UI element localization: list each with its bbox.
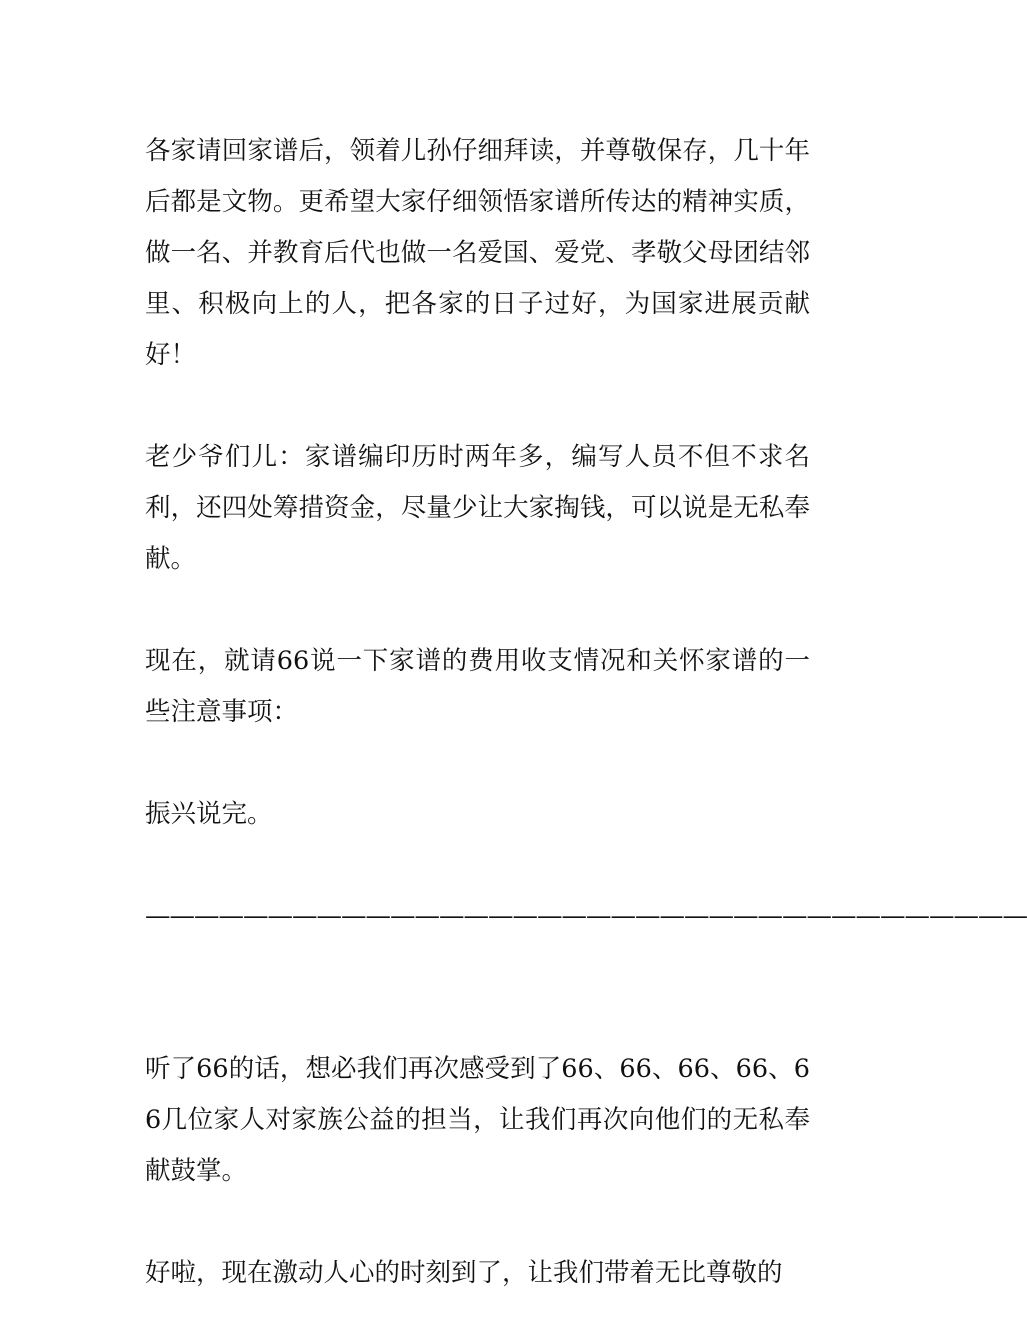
paragraph-2: 老少爷们儿：家谱编印历时两年多，编写人员不但不求名利，还四处筹措资金，尽量少让大家掏钱，可以说是无私奉献。 xyxy=(145,442,810,574)
paragraph-5: 听了66的话，想必我们再次感受到了66、66、66、66、66几位家人对家族公益的担当，让我们再次向他们的无私奉献鼓掌。 xyxy=(145,1054,810,1186)
paragraph-spacer xyxy=(145,585,810,636)
paragraph-spacer xyxy=(145,738,810,789)
paragraph-spacer xyxy=(145,1197,810,1248)
paragraph-6: 好啦，现在激动人心的时刻到了，让我们带着无比尊敬的 xyxy=(145,1258,783,1288)
paragraph-spacer xyxy=(145,840,810,891)
paragraph-4: 振兴说完。 xyxy=(145,799,273,829)
paragraph-1: 各家请回家谱后，领着儿孙仔细拜读，并尊敬保存，几十年后都是文物。更希望大家仔细领悟家谱所传达的精神实质，做一名、并教育后代也做一名爱国、爱党、孝敬父母团结邻里、积极向上的人，把各家的日子过好，为国家进展贡献好！ xyxy=(145,136,810,370)
paragraph-spacer xyxy=(145,942,810,1044)
paragraph-3: 现在，就请66说一下家谱的费用收支情况和关怀家谱的一些注意事项： xyxy=(145,646,810,727)
separator-line: ———————————————————————————————————— xyxy=(145,901,1027,931)
paragraph-spacer xyxy=(145,381,810,432)
document-body xyxy=(145,126,1027,1299)
